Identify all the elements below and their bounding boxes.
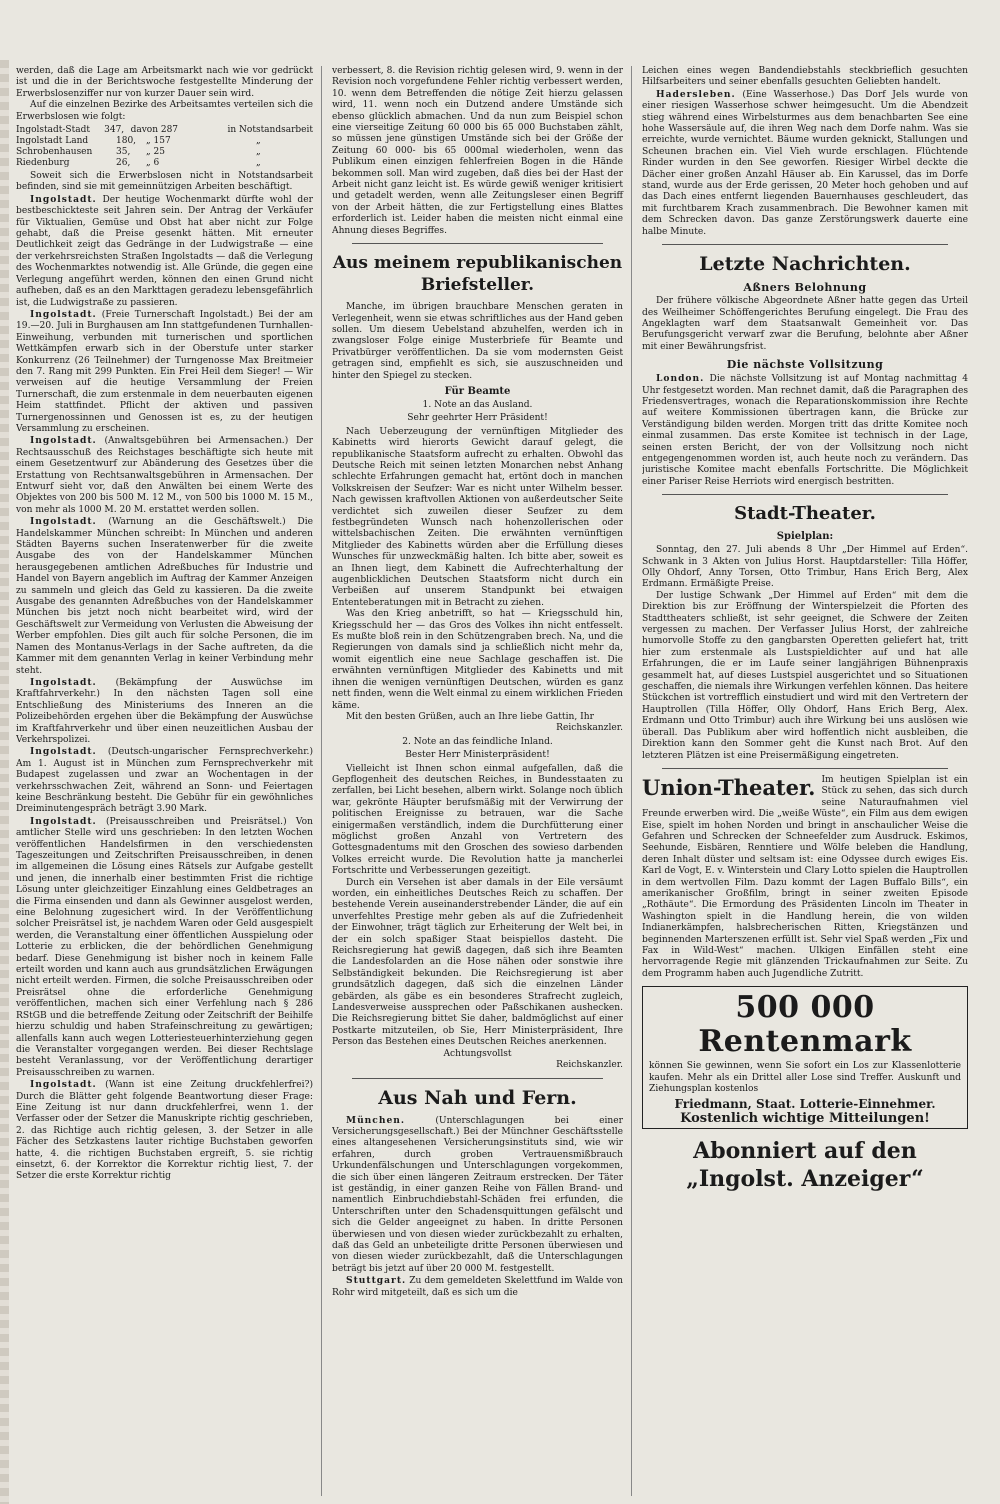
dateline: Ingolstadt. — [30, 516, 97, 528]
subheading-aszners-belohnung: Aßners Belohnung — [743, 281, 867, 295]
article-text: Leichen eines wegen Bandendiebstahls steckbrieflich gesuchten Hilfsarbeiters und seiner ebenfalls gesuchten Geliebten handelt. — [642, 66, 968, 88]
dateline: London. — [656, 373, 705, 385]
ad-tagline: Kostenlich wichtige Mitteilungen! — [680, 1110, 930, 1126]
dateline: Stuttgart. — [346, 1275, 407, 1287]
article-text: Im heutigen Spielplan ist ein Stück zu sehen, das sich durch seine Naturaufnahmen viel Freunde erwerben wird. Die „weiße Wüste“, ein Film aus dem ewigen Eise, spielt im hohen Norden und bringt in anschaulicher Weise die Gefahren und Schrecken der Schneefelder zum Ausdruck. Eskimos, Seehunde, Eisbären, Renntiere und Wölfe beleben die Handlung, deren Inhalt düster und seltsam ist: eine Odyssee durch ewiges Eis. Karl de Vogt, E. v. Winterstein und Clary Lotto spielen die Hauptrollen in dem wertvollen Film. Dazu kommt der Lagen Buffalo Bills“, ein amerikanischer Großfilm, bringt in seiner zweiten Episode „Rothäute“. Die Ermordung des Präsidenten Lincoln im Theater in Washington spielt in die Handlung herein, die von wilden Indianerkämpfen, halsbrecherischen Ritten, Kriegstänzen und beginnenden Marterszenen erfüllt ist. Sehr viel Spaß werden „Fix und Fax in Wild-West“ machen. Ulkigen Einfällen steht eine hervorragende Regie mit glänzenden Trickaufnahmen zur Seite. Zu dem Programm haben auch Jugendliche Zutritt. — [642, 774, 968, 979]
dateline: Ingolstadt. — [30, 746, 97, 758]
section-heading-briefsteller: Aus meinem republikanischen Briefsteller. — [332, 253, 623, 296]
article-text: Sonntag, den 27. Juli abends 8 Uhr „Der Himmel auf Erden“. Schwank in 3 Akten von Julius Horst. Hauptdarsteller: Tilla Höffer, Olly Ohdorf, Anny Torsen, Otto Trimbur, Hans Erich Berg, Alex Erdmann. Ermäßigte Preise. — [642, 545, 968, 590]
article-item: Ingolstadt. (Preisausschreiben und Preisrätsel.) Von amtlicher Stelle wird uns geschrieben: In den letzten Wochen veröffentlichen Handelsfirmen in den verschiedensten Tageszeitungen und Zeitschriften Preisausschreiben, in denen im allgemeinen die Lösung eines Rätsels zur Aufgabe gestellt und jenen, die innerhalb einer bestimmten Frist die richtige Lösung unter gleichzeitiger Einzahlung eines Geldbetrages an die Firma einsenden und dann als Gewinner ausgelost werden, eine Belohnung zugesichert wird. In der Veröffentlichung solcher Preisrätsel ist, je nachdem Waren oder Geld ausgespielt werden, die Veranstaltung einer öffentlichen Ausspielung oder Lotterie zu erblicken, die der behördlichen Genehmigung bedarf. Diese Genehmigung ist bisher noch in keinem Falle erteilt worden und kann auch aus grundsätzlichen Erwägungen nicht erteilt werden. Firmen, die solche Preisausschreiben oder Preisrätsel ohne die erforderliche Genehmigung veröffentlichen, machen sich einer Verfehlung nach § 286 RStGB und die betreffende Zeitung oder Zeitschrift der Beihilfe hierzu schuldig und haben Strafeinschreitung zu gewärtigen; allenfalls kann auch wegen Lotteriesteuerhinterziehung gegen die Veranstalter vorgegangen werden. Bei dieser Rechtslage besteht Veranlassung, vor der Veröffentlichung derartiger Preisausschreiben zu warnen. — [16, 815, 313, 1078]
article-item: London. Die nächste Vollsitzung ist auf Montag nachmittag 4 Uhr festgesetzt worden. Man rechnet damit, daß die Paragraphen des Friedensvertrages, wonach die Reparationskommission ihre Rechte auf weitere Kommissionen übertragen kann, die Brücke zur Verständigung bilden werden. Morgen tritt das dritte Komitee noch einmal zusammen. Das erste Komitee ist technisch in der Lage, seinen ersten Bericht, der von der Vollsitzung noch nicht entgegengenommen worden ist, auch heute noch zu verändern. Das juristische Komitee macht ebenfalls Fortschritte. Die Möglichkeit einer Pariser Reise Herriots wird energisch bestritten. — [642, 373, 968, 487]
dateline: Ingolstadt. — [30, 193, 97, 205]
subscription-line-2: „Ingolst. Anzeiger“ — [686, 1166, 924, 1193]
article-text: verbessert, 8. die Revision richtig gelesen wird, 9. wenn in der Revision noch vorgefundene Fehler richtig verbessert werden, 10. wenn dem Betreffenden die nötige Zeit hierzu gelassen wird, 11. wenn noch ein Dutzend andere Umstände sich ebenso glücklich abmachen. Und da nun zum Beispiel schon eine vierseitige Zeitung 60 000 bis 65 000 Buchstaben zählt, so müssen jene günstigen Umstände sich bei der Größe der Zeitung 60 000- bis 65 000mal wiederholen, wenn das Publikum einen einzigen fehlerfreien Bogen in die Hände bekommen soll. Man wird zugeben, daß dies bei der Hast der Arbeit nicht ganz leicht ist. Es würde gewiß weniger kritisiert und getadelt werden, wenn alle Zeitungsleser einen Begriff von der Arbeit hätten, die zur Fertigstellung eines Blattes erforderlich ist. Leider haben die meisten nicht einmal eine Ahnung dieses Begriffes. — [332, 66, 623, 236]
dateline: Ingolstadt. — [30, 676, 97, 688]
divider — [662, 494, 948, 495]
article-text: Der lustige Schwank „Der Himmel auf Erden“ mit dem die Direktion bis zur Eröffnung der Winterspielzeit die Pforten des Stadttheaters schließt, ist sehr geeignet, die Schwere der Zeiten vergessen zu machen. Der Verfasser Julius Horst, der zahlreiche humorvolle Stoffe zu den gangbarsten Operetten geliefert hat, tritt hier zum erstenmale als Lustspieldichter auf und hat alle Erfahrungen, die er im Laufe seiner langjährigen Bühnenpraxis gesammelt hat, auf dieses Lustspiel ausgerichtet und so Situationen geschaffen, die niemals ihre Wirkungen verfehlen können. Das heitere Stückchen ist vortrefflich einstudiert und wird mit den Vertretern der Hauptrollen (Tilla Höffer, Olly Ohdorf, Hans Erich Berg, Alex. Erdmann und Otto Trimbur) auch ihre Wirkung bei uns auslösen wie überall. Das Publikum aber wird hoffentlich nicht ausbleiben, die Direktion kann den Sommer geht die Kunst nach Brot. Auf den letzteren Plätzen ist eine Preisermäßigung eingetreten. — [642, 590, 968, 761]
divider — [662, 244, 948, 245]
column-3 — [642, 66, 968, 1496]
table-row: Riedenburg 26, „ 6 „ — [16, 158, 261, 169]
article-text: Manche, im übrigen brauchbare Menschen geraten in Verlegenheit, wenn sie etwas schriftliches aus der Hand geben sollen. Um diesem Uebelstand abzuhelfen, werden ich in zwangsloser Folge einige Musterbriefe für Beamte und Privatbürger veröffentlichen. Da sie vom modernsten Geist getragen sind, empfiehlt es sich, sie auszuschneiden und hinter den Spiegel zu stecken. — [332, 302, 623, 381]
ad-firm-name: Friedmann, Staat. Lotterie-Einnehmer. — [674, 1097, 936, 1112]
section-heading-aus-nah-und-fern: Aus Nah und Fern. — [378, 1086, 577, 1109]
subheading-vollsitzung: Die nächste Vollsitzung — [726, 358, 884, 372]
dateline: Ingolstadt. — [30, 815, 97, 827]
article-item: Stuttgart. Zu dem gemeldeten Skelettfund im Walde von Rohr wird mitgeteilt, daß es sich um die — [332, 1275, 623, 1298]
dateline: Ingolstadt. — [30, 308, 97, 320]
salutation: Bester Herr Ministerpräsident! — [405, 750, 550, 761]
subheading-spielplan: Spielplan: — [776, 531, 834, 543]
dateline: Ingolstadt. — [30, 1079, 97, 1091]
section-heading-union-theater: Union-Theater. — [642, 774, 816, 800]
ad-text: können Sie gewinnen, wenn Sie sofort ein Los zur Klassenlotterie kaufen. Mehr als ein Drittel aller Lose sind Treffer. Auskunft und Ziehungsplan kostenlos — [649, 1061, 961, 1095]
article-text: Auf die einzelnen Bezirke des Arbeitsamtes verteilen sich die Erwerbslosen wie folgt: — [16, 100, 313, 122]
binding-edge — [0, 60, 9, 1504]
article-text: Durch ein Versehen ist aber damals in der Eile versäumt worden, ein einheitliches Deutsches Reich zu schaffen. Der bestehende Verein auseinanderstrebender Länder, die auf ein unverfehltes Prestige mehr geben als auf die Zufriedenheit der Einwohner, trägt täglich zur Erheiterung der Welt bei, in der ein solch spaßiger Staat beispiellos dasteht. Die Reichsregierung hat gewiß dagegen, daß sich ihre Beamten die Landesfolarden an die Hose nähen oder sonstwie ihre Selbständigkeit bekunden. Die Reichsregierung ist aber grundsätzlich dagegen, daß sich die einzelnen Länder gebärden, als gäbe es ein besonderes Strafrecht zugleich, Landesverweise aussprechen oder Paßschikanen aushecken. Die Reichsregierung bittet Sie daher, baldmöglichst auf einer Postkarte mitzuteilen, ob Sie, Herr Ministerpräsident, Ihre Person das Bestehen eines Deutschen Reiches anerkennen. — [332, 877, 623, 1048]
union-theater-item — [642, 775, 968, 980]
article-item: München. (Unterschlagungen bei einer Versicherungsgesellschaft.) Bei der Münchner Geschäftsstelle eines altangesehenen Versicherungsinstituts sind, wie wir erfahren, durch groben Vertrauensmißbrauch Urkundenfälschungen und Unterschlagungen vorgekommen, die sich über einen längeren Zeitraum erstrecken. Der Täter ist geständig, in einer ganzen Reihe von Fällen Brand- und namentlich Einbruchdiebstahl-Schäden frei erfunden, die Unterschriften unter den Schadensquittungen gefälscht und sich die Gelder angeeignet zu haben. In dritte Personen überwiesen und von diesen wieder zurückbezahlt zu erhalten, daß das Geld an unbeteiligte dritte Personen überwiesen und von diesen wieder zurückbezahlt, daß die Unterschlagungen beträgt bis jetzt auf über 20 000 M. festgestellt. — [332, 1114, 623, 1274]
dateline: Hadersleben. — [656, 88, 736, 100]
note-title: 1. Note an das Ausland. — [422, 399, 533, 410]
signature: Reichskanzler. — [556, 1060, 623, 1071]
article-text: Vielleicht ist Ihnen schon einmal aufgefallen, daß die Gepflogenheit des deutschen Reiches, in Bundesstaaten zu zerfallen, bei Licht besehen, albern wirkt. Solange noch üblich war, gekrönte Häupter berufsmäßig mit der Verwirrung der politischen Ereignisse zu betrauen, war die Sache einigermaßen verständlich, indem die Durchfütterung einer möglichst großen Anzahl von Vertretern des Gottesgnadentums mit den Groschen des sowieso darbenden Volkes erreicht wurde. Die Revolution hatte ja mancherlei Fortschritte und Verbesserungen gezeitigt. — [332, 763, 623, 877]
section-heading-stadt-theater: Stadt-Theater. — [734, 503, 876, 525]
closing-line: Mit den besten Grüßen, auch an Ihre liebe Gattin, Ihr — [346, 711, 594, 722]
table-row: Ingolstadt Land 180, „ 157 „ — [16, 136, 261, 147]
unemployment-table — [16, 125, 313, 169]
signature: Reichskanzler. — [556, 723, 623, 734]
article-item: Ingolstadt. (Freie Turnerschaft Ingolstadt.) Bei der am 19.—20. Juli in Burghausen am Inn stattgefundenen Turnhallen-Einweihung, verbunden mit turnerischen und sportlichen Wettkämpfen erwarb sich in der Oberstufe unter starker Konkurrenz (26 Teilnehmer) der Turngenosse Max Breitmeier den 7. Rang mit 299 Punkten. Ein Frei Heil dem Sieger! — Wir verweisen auf die heutige Versammlung der Freien Turnerschaft, die zum erstenmale in dem neuerbauten eigenen Heim stattfindet. Pflicht der aktiven und passiven Turnergenossinnen und Genossen ist es, zu der heutigen Versammlung zu erscheinen. — [16, 308, 313, 434]
closing-line: Achtungsvollst — [443, 1048, 512, 1059]
article-item: Hadersleben. (Eine Wasserhose.) Das Dorf Jels wurde von einer riesigen Wasserhose schwer heimgesucht. Um die Abendzeit stieg während eines Wirbelsturmes aus dem benachbarten See eine hohe Wassersäule auf, die ihren Weg nach dem Dorfe nahm. Was sie erreichte, wurde vernichtet. Bäume wurden geknickt, Stallungen und Scheunen brachen ein. Viel Vieh wurde erschlagen. Flüchtende Rinder wurden in den See geworfen. Riesiger Wirbel deckte die Dächer einer großen Anzahl Häuser ab. Ein Karussel, das im Dorfe stand, wurde aus der Erde gerissen, 20 Meter hoch gehoben und auf das Dach eines entfernt liegenden Bauernhauses geschleudert, das mit furchtbarem Krach zusammenbrach. Die Bewohner kamen mit dem Schrecken davon. Das ganze Zerstörungswerk dauerte eine halbe Minute. — [642, 88, 968, 237]
table-row: Schrobenhausen 35, „ 25 „ — [16, 147, 261, 158]
salutation: Sehr geehrter Herr Präsident! — [407, 413, 548, 424]
article-item: Ingolstadt. (Deutsch-ungarischer Fernsprechverkehr.) Am 1. August ist in München zum Fernsprechverkehr mit Budapest zugelassen und zwar an Wochentagen in der verkehrsschwachen Zeit, während an Sonn- und Feiertagen keine Beschränkung besteht. Die Gebühr für ein gewöhnliches Dreiminutengespräch beträgt 3.90 Mark. — [16, 746, 313, 815]
lottery-advertisement — [642, 986, 968, 1129]
dateline: Ingolstadt. — [30, 435, 97, 447]
subscription-notice — [642, 1137, 968, 1193]
article-text: Soweit sich die Erwerbslosen nicht in Notstandsarbeit befinden, sind sie mit gemeinnützigen Arbeiten beschäftigt. — [16, 171, 313, 193]
article-text: Was den Krieg anbetrifft, so hat — Kriegsschuld hin, Kriegsschuld her — das Gros des Volkes ihn nicht entfesselt. Es mußte bloß rein in den Schützengraben brech. Na, und die Regierungen von damals sind ja schließlich nicht mehr da, womit eigentlich eine neue Sachlage geschaffen ist. Die erwähnten vernünftigen Mitglieder des Kabinetts und mit ihnen die wenigen vernünftigen Deutschen, würden es ganz nett finden, wenn die Welt einmal zu einem wirklichen Frieden käme. — [332, 609, 623, 711]
dateline: München. — [346, 1114, 406, 1126]
article-item: Ingolstadt. (Anwaltsgebühren bei Armensachen.) Der Rechtsausschuß des Reichstages beschäftigte sich heute mit einem Gesetzentwurf zur Abänderung des Gesetzes über die Erstattung von Rechtsanwaltsgebühren in Armensachen. Der Entwurf sieht vor, daß den Anwälten bei einem Werte des Objektes von 200 bis 500 M. 12 M., von 500 bis 1000 M. 15 M., von mehr als 1000 M. 20 M. erstattet werden sollen. — [16, 435, 313, 515]
subscription-line-1: Abonniert auf den — [693, 1138, 917, 1165]
article-text: werden, daß die Lage am Arbeitsmarkt nach wie vor gedrückt ist und die in der Berichtswoche festgestellte Minderung der Erwerbslosenziffer nur von kurzer Dauer sein wird. — [16, 66, 313, 99]
article-item: Ingolstadt. (Warnung an die Geschäftswelt.) Die Handelskammer München schreibt: In München und anderen Städten Bayerns suchen Inseratenwerber für die zweite Ausgabe des von der Handelskammer München herausgegebenen amtlichen Adreßbuches für Industrie und Handel von Bayern angeblich im Auftrag der Kammer Anzeigen zu sammeln und gleich das Geld zu kassieren. Da die zweite Ausgabe des genannten Adreßbuches von der Handelskammer München bis jetzt noch nicht bearbeitet wird, wird der Geschäftswelt zur Vermeidung von Verlusten die Abweisung der Werber empfohlen. Dies gilt auch für solche Personen, die im Namen des Montanus-Verlags in der Sache auftreten, da die Kammer mit dem genannten Verlag in keiner Verbindung mehr steht. — [16, 516, 313, 676]
article-item: Ingolstadt. Der heutige Wochenmarkt dürfte wohl der bestbeschickteste seit Jahren sein. Der Antrag der Verkäufer für Viktualien, Gemüse und Obst hat aber nicht zur Folge gehabt, daß die Preise gesenkt hätten. Mit erneuter Deutlichkeit zeigt das Gedränge in der Ludwigstraße — eine der verkehrsreichsten Straßen Ingolstadts — daß die Verlegung des Wochenmarktes notwendig ist. Alle Gründe, die gegen eine Verlegung angeführt werden, können den einen Grund nicht aufheben, daß es an den Markttagen geradezu lebensgefährlich ist, die Ludwigstraße zu passieren. — [16, 193, 313, 308]
article-text: Der frühere völkische Abgeordnete Aßner hatte gegen das Urteil des Weilheimer Schöffengerichtes Berufung eingelegt. Die Frau des Angeklagten warf dem Staatsanwalt Gemeinheit vor. Das Berufungsgericht verwarf zwar die Berufung, belohnte aber Aßner mit einer Bewährungsfrist. — [642, 296, 968, 352]
column-2 — [332, 66, 632, 1496]
divider — [352, 243, 603, 244]
divider — [662, 768, 948, 769]
table-row: Ingolstadt-Stadt 347, davon 287 in Notstandsarbeit — [16, 125, 313, 136]
section-heading-letzte-nachrichten: Letzte Nachrichten. — [699, 253, 911, 276]
note-title: 2. Note an das feindliche Inland. — [402, 736, 553, 747]
subheading-fuer-beamte: Für Beamte — [444, 385, 511, 397]
column-1 — [16, 66, 322, 1496]
ad-headline: 500 000 Rentenmark — [698, 990, 912, 1060]
article-text: Nach Ueberzeugung der vernünftigen Mitglieder des Kabinetts wird hierorts Gewicht darauf gelegt, die republikanische Staatsform aufrecht zu erhalten. Obwohl das Deutsche Reich mit seinen letzten Monarchen nebst Anhang schlechte Erfahrungen gemacht hat, ertönt doch in manchen Volkskreisen der Seufzer: War es nicht unter Wilhelm besser. Nach gewissen kraftvollen Aktionen von außerdeutscher Seite verdichtet sich zuweilen dieser Seufzer zu dem festbegründeten Wunsch nach hohenzollerischen oder wittelsbachischen Zeiten. Die erwähnten vernünftigen Mitglieder des Kabinetts würden aber die Erfüllung dieses Wunsches für unzweckmäßig halten. Ich bitte aber, soweit es an Ihnen liegt, dem Kabinett die Aufrechterhaltung der augenblicklichen Deutschen Staatsform nicht durch ein Verbeißen auf unserem Standpunkt bei etwaigen Ententeberatungen mit in Betracht zu ziehen. — [332, 426, 623, 608]
article-item: Ingolstadt. (Bekämpfung der Auswüchse im Kraftfahrverkehr.) In den nächsten Tagen soll eine Entschließung des Ministeriums des Inneren an die Polizeibehörden ergehen über die Bekämpfung der Auswüchse im Kraftfahrverkehr und über einen neuzeitlichen Ausbau der Verkehrspolizei. — [16, 676, 313, 745]
divider — [352, 1078, 603, 1079]
article-item: Ingolstadt. (Wann ist eine Zeitung druckfehlerfrei?) Durch die Blätter geht folgende Beantwortung dieser Frage: Eine Zeitung ist nur dann druckfehlerfrei, wenn 1. der Verfasser oder der Setzer die Manuskripte richtig geschrieben, 2. das Richtige auch richtig gelesen, 3. der Setzer in alle Fächer des Setzkastens lauter richtige Buchstaben geworfen hatte, 4. die richtigen Buchstaben ergreift, 5. sie richtig einsetzt, 6. der Korrektor die Korrektur richtig liest, 7. der Setzer die erste Korrektur richtig — [16, 1079, 313, 1182]
